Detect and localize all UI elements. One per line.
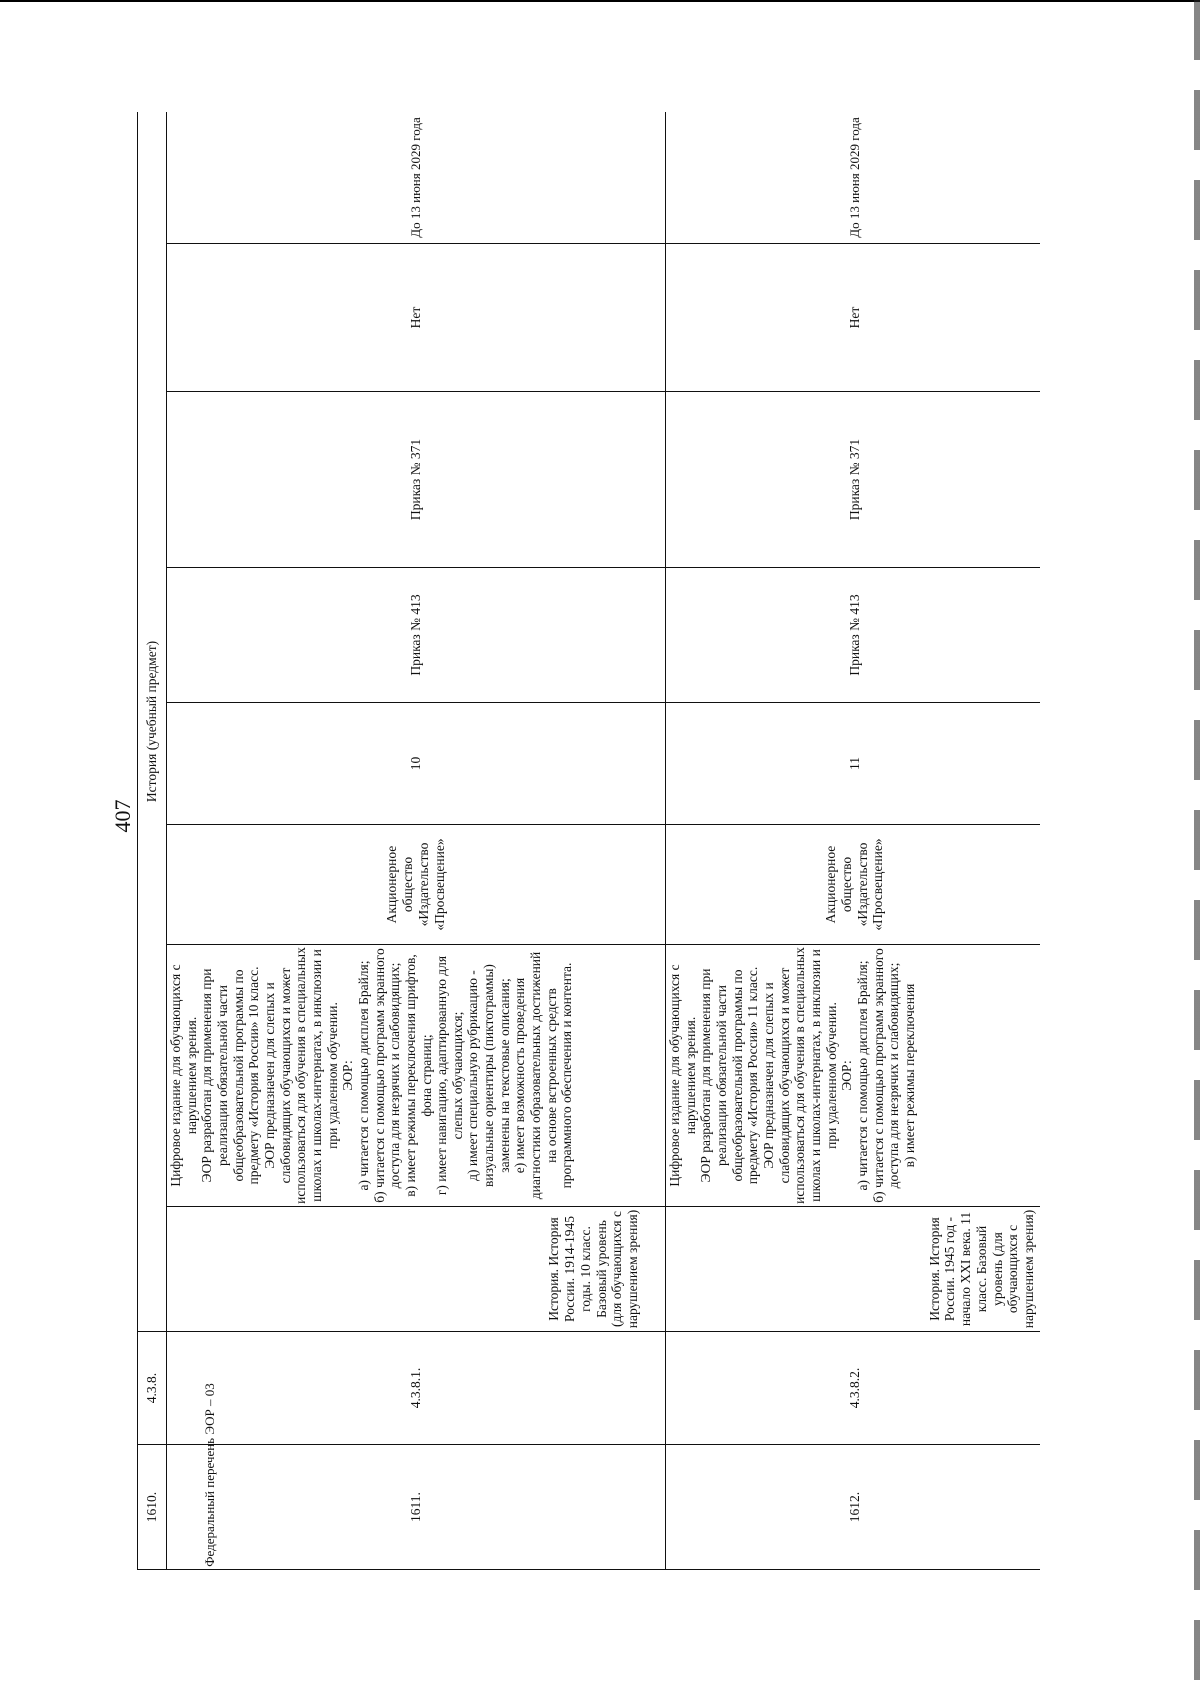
scan-right-edge (1194, 0, 1200, 1695)
document-table-area (137, 112, 1040, 1570)
row-number: 1611. (167, 1445, 666, 1570)
description-line: ЭОР: (839, 1060, 855, 1091)
validity-term: До 13 июня 2029 года (167, 112, 666, 244)
row-number: 1612. (666, 1445, 1041, 1570)
resource-name: История. История России. 1914-1945 годы. 10 класс. Базовый уровень (для обучающихся с нарушением зрения) (167, 1207, 666, 1332)
scan-top-edge (0, 0, 1200, 2)
order-413: Приказ № 413 (167, 568, 666, 703)
description-line: в) имеет режимы переключения (901, 983, 917, 1168)
description-line: а) читается с помощью дисплея Брайля; (854, 960, 870, 1191)
order-371: Приказ № 371 (666, 392, 1041, 568)
grade: 10 (167, 703, 666, 825)
description-line: Цифровое издание для обучающихся с нарушением зрения. (168, 964, 199, 1187)
table-row (167, 112, 666, 1570)
description-line: ЭОР предназначен для слепых и слабовидящих обучающихся и может использоваться для обучения в специальных школах и школах-интернатах, в инклюзии и при удаленном обучении. (760, 947, 839, 1204)
section-row (138, 112, 167, 1570)
description-line: Цифровое издание для обучающихся с нарушением зрения. (667, 964, 698, 1187)
resource-name: История. История России. 1945 год - начало XXI века. 11 класс. Базовый уровень (для обучающихся с нарушением зрения) (666, 1207, 1041, 1332)
description-line: в) имеет режимы переключения шрифтов, фона страниц; (402, 954, 434, 1197)
order-371: Приказ № 371 (167, 392, 666, 568)
description-line: ЭОР разработан для применения при реализации обязательной части общеобразовательной программы по предмету «История России» 11 класс. (698, 966, 761, 1185)
description-line: е) имеет возможность проведения диагностики образовательных достижений на основе встроенных средств программного обеспечения и контента. (512, 951, 575, 1200)
other-value: Нет (666, 244, 1041, 392)
section-code: 4.3.8. (138, 1332, 167, 1445)
description-line: г) имеет навигацию, адаптированную для слепых обучающихся; (434, 955, 465, 1196)
description-line: ЭОР предназначен для слепых и слабовидящих обучающихся и может использоваться для обучения в специальных школах и школах-интернатах, в инклюзии и при удаленном обучении. (261, 947, 340, 1204)
eor-table (137, 112, 1040, 1570)
publisher: Акционерное общество «Издательство «Просвещение» (167, 825, 666, 945)
table-row (666, 112, 1041, 1570)
section-title: История (учебный предмет) (138, 112, 167, 1332)
description-line: ЭОР разработан для применения при реализации обязательной части общеобразовательной программы по предмету «История России» 10 класс. (199, 966, 262, 1185)
order-413: Приказ № 413 (666, 568, 1041, 703)
publisher: Акционерное общество «Издательство «Просвещение» (666, 825, 1041, 945)
description-line: д) имеет специальную рубрикацию - визуальные ориентиры (пиктограммы) заменены на текстовые описания; (465, 964, 512, 1187)
description-line: а) читается с помощью дисплея Брайля; (355, 960, 371, 1191)
resource-description (167, 945, 666, 1207)
footer-label: Федеральный перечень ЭОР – 03 (202, 1383, 217, 1567)
validity-term: До 13 июня 2029 года (666, 112, 1041, 244)
row-code: 4.3.8.2. (666, 1332, 1041, 1445)
description-line: б) читается с помощью программ экранного доступа для незрячих и слабовидящих; (870, 948, 902, 1203)
other-value: Нет (167, 244, 666, 392)
page-number: 407 (110, 799, 135, 833)
description-line: ЭОР: (340, 1060, 356, 1091)
row-code: 4.3.8.1. (167, 1332, 666, 1445)
grade: 11 (666, 703, 1041, 825)
description-line: б) читается с помощью программ экранного доступа для незрячих и слабовидящих; (371, 948, 403, 1203)
section-number: 1610. (138, 1445, 167, 1570)
resource-description (666, 945, 1041, 1207)
